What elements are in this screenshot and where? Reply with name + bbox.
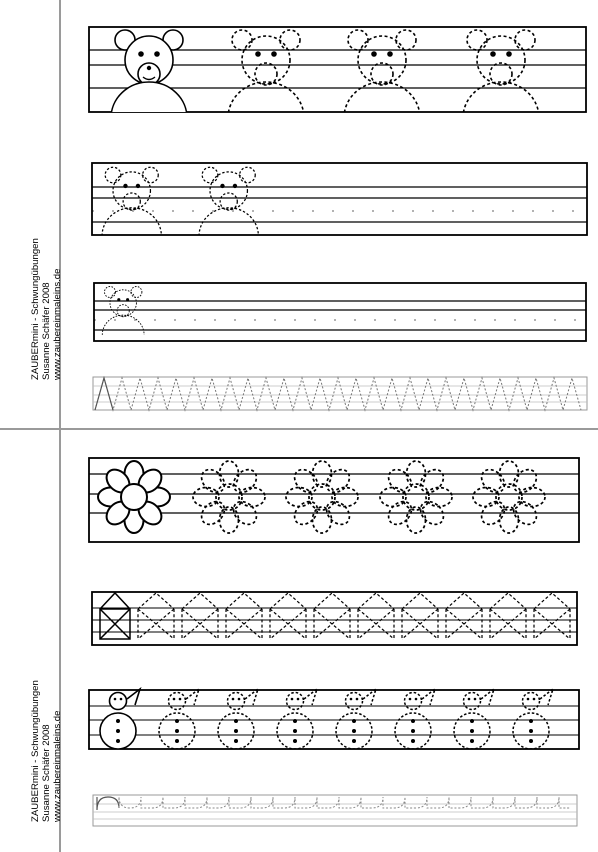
credit-title: ZAUBERmini - Schwungübungen (30, 680, 41, 822)
small-bear-exercise-row (92, 163, 587, 236)
credit-website: www.zaubereinmaleins.de (52, 710, 63, 822)
bear-exercise-row (89, 27, 586, 118)
credit-author: Susanne Schäfer 2008 (41, 724, 52, 822)
zigzag-exercise-row (93, 377, 587, 410)
flower-exercise-row (89, 458, 579, 542)
snowman-exercise-row (89, 689, 579, 749)
house-exercise-row (92, 592, 577, 645)
credit-title: ZAUBERmini - Schwungübungen (30, 238, 41, 380)
loop-exercise-row (93, 795, 577, 826)
tiny-bear-exercise-row (94, 283, 586, 341)
credit-website: www.zaubereinmaleins.de (52, 268, 63, 380)
credit-author: Susanne Schäfer 2008 (41, 282, 52, 380)
